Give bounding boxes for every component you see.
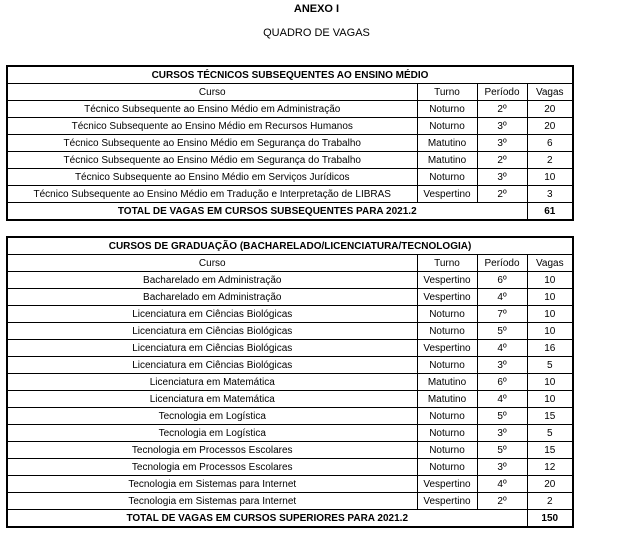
cell-periodo: 2º — [477, 493, 527, 510]
total-value: 61 — [527, 203, 573, 221]
graduacao-section-title: CURSOS DE GRADUAÇÃO (BACHARELADO/LICENCIATURA/TECNOLOGIA) — [7, 237, 573, 255]
table-row — [7, 391, 573, 408]
cell-periodo: 4º — [477, 476, 527, 493]
cell-periodo: 3º — [477, 118, 527, 135]
cell-periodo: 2º — [477, 152, 527, 169]
cell-curso: Bacharelado em Administração — [7, 272, 417, 289]
cell-curso: Licenciatura em Matemática — [7, 391, 417, 408]
cell-turno: Vespertino — [417, 186, 477, 203]
cell-turno: Matutino — [417, 152, 477, 169]
graduacao-table — [6, 236, 574, 528]
cell-turno: Vespertino — [417, 272, 477, 289]
table-row — [7, 169, 573, 186]
cell-periodo: 7º — [477, 306, 527, 323]
cell-turno: Vespertino — [417, 340, 477, 357]
cell-curso: Licenciatura em Ciências Biológicas — [7, 357, 417, 374]
cell-curso: Licenciatura em Ciências Biológicas — [7, 306, 417, 323]
cell-vagas: 5 — [527, 357, 573, 374]
table-row — [7, 272, 573, 289]
cell-turno: Noturno — [417, 408, 477, 425]
cell-curso: Técnico Subsequente ao Ensino Médio em Administração — [7, 101, 417, 118]
cell-curso: Técnico Subsequente ao Ensino Médio em Tradução e Interpretação de LIBRAS — [7, 186, 417, 203]
cell-vagas: 10 — [527, 272, 573, 289]
cell-vagas: 10 — [527, 306, 573, 323]
cell-periodo: 4º — [477, 340, 527, 357]
column-header-periodo: Período — [477, 255, 527, 272]
cell-turno: Noturno — [417, 101, 477, 118]
subsequentes-section-title: CURSOS TÉCNICOS SUBSEQUENTES AO ENSINO MÉDIO — [7, 66, 573, 84]
annex-title: ANEXO I — [293, 3, 340, 15]
cell-periodo: 4º — [477, 289, 527, 306]
cell-vagas: 10 — [527, 289, 573, 306]
cell-curso: Tecnologia em Processos Escolares — [7, 442, 417, 459]
cell-periodo: 5º — [477, 442, 527, 459]
cell-vagas: 12 — [527, 459, 573, 476]
cell-vagas: 10 — [527, 391, 573, 408]
table-row — [7, 408, 573, 425]
cell-vagas: 2 — [527, 152, 573, 169]
subsequentes-table — [6, 65, 574, 221]
table-row — [7, 306, 573, 323]
cell-vagas: 3 — [527, 186, 573, 203]
column-header-vagas: Vagas — [527, 84, 573, 101]
document-subtitle: QUADRO DE VAGAS — [263, 27, 370, 39]
cell-turno: Noturno — [417, 425, 477, 442]
table-row — [7, 135, 573, 152]
cell-curso: Tecnologia em Logística — [7, 408, 417, 425]
cell-turno: Noturno — [417, 169, 477, 186]
column-header-curso: Curso — [7, 84, 417, 101]
cell-periodo: 3º — [477, 135, 527, 152]
table-row — [7, 459, 573, 476]
table-row — [7, 442, 573, 459]
cell-vagas: 5 — [527, 425, 573, 442]
cell-periodo: 5º — [477, 323, 527, 340]
cell-periodo: 3º — [477, 425, 527, 442]
cell-vagas: 16 — [527, 340, 573, 357]
cell-periodo: 3º — [477, 169, 527, 186]
cell-curso: Bacharelado em Administração — [7, 289, 417, 306]
table-row — [7, 374, 573, 391]
cell-turno: Noturno — [417, 323, 477, 340]
table-row — [7, 425, 573, 442]
cell-vagas: 20 — [527, 476, 573, 493]
cell-turno: Vespertino — [417, 476, 477, 493]
cell-curso: Técnico Subsequente ao Ensino Médio em Segurança do Trabalho — [7, 135, 417, 152]
cell-vagas: 6 — [527, 135, 573, 152]
cell-periodo: 6º — [477, 272, 527, 289]
table-row — [7, 101, 573, 118]
cell-turno: Noturno — [417, 306, 477, 323]
cell-turno: Noturno — [417, 459, 477, 476]
cell-turno: Matutino — [417, 391, 477, 408]
cell-curso: Técnico Subsequente ao Ensino Médio em Segurança do Trabalho — [7, 152, 417, 169]
cell-turno: Vespertino — [417, 493, 477, 510]
cell-vagas: 20 — [527, 101, 573, 118]
cell-periodo: 3º — [477, 357, 527, 374]
table-row — [7, 118, 573, 135]
total-label: TOTAL DE VAGAS EM CURSOS SUBSEQUENTES PARA 2021.2 — [7, 203, 527, 221]
cell-vagas: 2 — [527, 493, 573, 510]
cell-curso: Licenciatura em Ciências Biológicas — [7, 323, 417, 340]
cell-curso: Tecnologia em Sistemas para Internet — [7, 493, 417, 510]
cell-curso: Licenciatura em Matemática — [7, 374, 417, 391]
column-header-turno: Turno — [417, 255, 477, 272]
table-row — [7, 289, 573, 306]
table-row — [7, 476, 573, 493]
cell-curso: Tecnologia em Logística — [7, 425, 417, 442]
cell-turno: Vespertino — [417, 289, 477, 306]
cell-periodo: 5º — [477, 408, 527, 425]
cell-vagas: 10 — [527, 169, 573, 186]
cell-curso: Licenciatura em Ciências Biológicas — [7, 340, 417, 357]
cell-turno: Noturno — [417, 118, 477, 135]
cell-periodo: 6º — [477, 374, 527, 391]
table-row — [7, 493, 573, 510]
column-header-periodo: Período — [477, 84, 527, 101]
total-row — [7, 203, 573, 221]
cell-curso: Tecnologia em Sistemas para Internet — [7, 476, 417, 493]
total-row — [7, 510, 573, 528]
cell-curso: Técnico Subsequente ao Ensino Médio em Recursos Humanos — [7, 118, 417, 135]
cell-periodo: 2º — [477, 186, 527, 203]
column-header-curso: Curso — [7, 255, 417, 272]
graduacao-table-body — [7, 237, 573, 527]
cell-turno: Noturno — [417, 357, 477, 374]
total-value: 150 — [527, 510, 573, 528]
cell-vagas: 20 — [527, 118, 573, 135]
column-header-vagas: Vagas — [527, 255, 573, 272]
cell-turno: Noturno — [417, 442, 477, 459]
table-row — [7, 152, 573, 169]
table-row — [7, 186, 573, 203]
cell-vagas: 10 — [527, 374, 573, 391]
cell-curso: Técnico Subsequente ao Ensino Médio em Serviços Jurídicos — [7, 169, 417, 186]
table-row — [7, 323, 573, 340]
cell-turno: Matutino — [417, 374, 477, 391]
column-header-turno: Turno — [417, 84, 477, 101]
cell-periodo: 2º — [477, 101, 527, 118]
total-label: TOTAL DE VAGAS EM CURSOS SUPERIORES PARA 2021.2 — [7, 510, 527, 528]
table-row — [7, 340, 573, 357]
cell-periodo: 4º — [477, 391, 527, 408]
cell-vagas: 15 — [527, 442, 573, 459]
cell-vagas: 15 — [527, 408, 573, 425]
cell-periodo: 3º — [477, 459, 527, 476]
cell-vagas: 10 — [527, 323, 573, 340]
cell-curso: Tecnologia em Processos Escolares — [7, 459, 417, 476]
table-row — [7, 357, 573, 374]
subsequentes-table-body — [7, 66, 573, 220]
cell-turno: Matutino — [417, 135, 477, 152]
